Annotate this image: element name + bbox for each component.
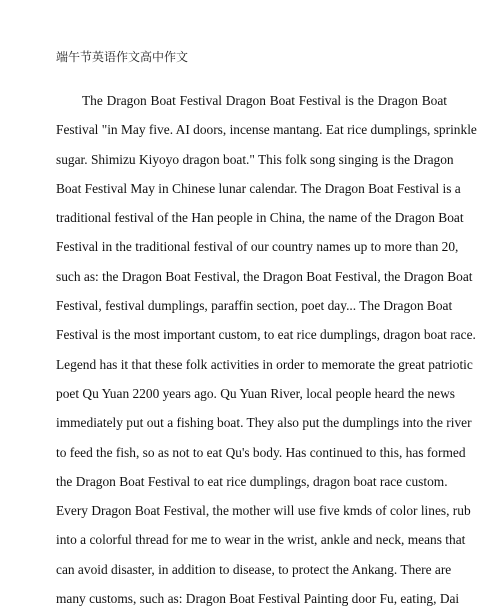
paragraph-line: Festival in the traditional festival of our country names up to more than 20, xyxy=(56,239,459,255)
paragraph-line: sugar. Shimizu Kiyoyo dragon boat." This folk song singing is the Dragon xyxy=(56,151,454,167)
paragraph-line: Festival is the most important custom, to eat rice dumplings, dragon boat race. xyxy=(56,327,476,343)
paragraph-line: such as: the Dragon Boat Festival, the Dragon Boat Festival, the Dragon Boat xyxy=(56,268,473,284)
paragraph-line: traditional festival of the Han people in China, the name of the Dragon Boat xyxy=(56,210,464,226)
paragraph-line: the Dragon Boat Festival to eat rice dumplings, dragon boat race custom. xyxy=(56,473,448,489)
paragraph-line: into a colorful thread for me to wear in the wrist, ankle and neck, means that xyxy=(56,532,466,548)
paragraph-line: Legend has it that these folk activities in order to memorate the great patriotic xyxy=(56,356,473,372)
paragraph-line: The Dragon Boat Festival Dragon Boat Festival is the Dragon Boat xyxy=(82,93,447,108)
paragraph-line: poet Qu Yuan 2200 years ago. Qu Yuan River, local people heard the news xyxy=(56,385,455,401)
paragraph-line: can avoid disaster, in addition to disease, to protect the Ankang. There are xyxy=(56,561,452,577)
document-title: 端午节英语作文高中作文 xyxy=(56,50,189,64)
paragraph-line: Every Dragon Boat Festival, the mother will use five kmds of color lines, rub xyxy=(56,503,471,519)
paragraph-line: Festival, festival dumplings, paraffin section, poet day... The Dragon Boat xyxy=(56,298,453,314)
paragraph-line: Boat Festival May in Chinese lunar calendar. The Dragon Boat Festival is a xyxy=(56,180,461,196)
paragraph-line: Festival "in May five. AI doors, incense mantang. Eat rice dumplings, sprinkle xyxy=(56,122,477,138)
document-body xyxy=(56,86,477,613)
paragraph-line: many customs, such as: Dragon Boat Festival Painting door Fu, eating, Dai xyxy=(56,591,460,607)
paragraph-line: to feed the fish, so as not to eat Qu's body. Has continued to this, has formed xyxy=(56,444,466,460)
paragraph-line: immediately put out a fishing boat. They also put the dumplings into the river xyxy=(56,415,472,431)
